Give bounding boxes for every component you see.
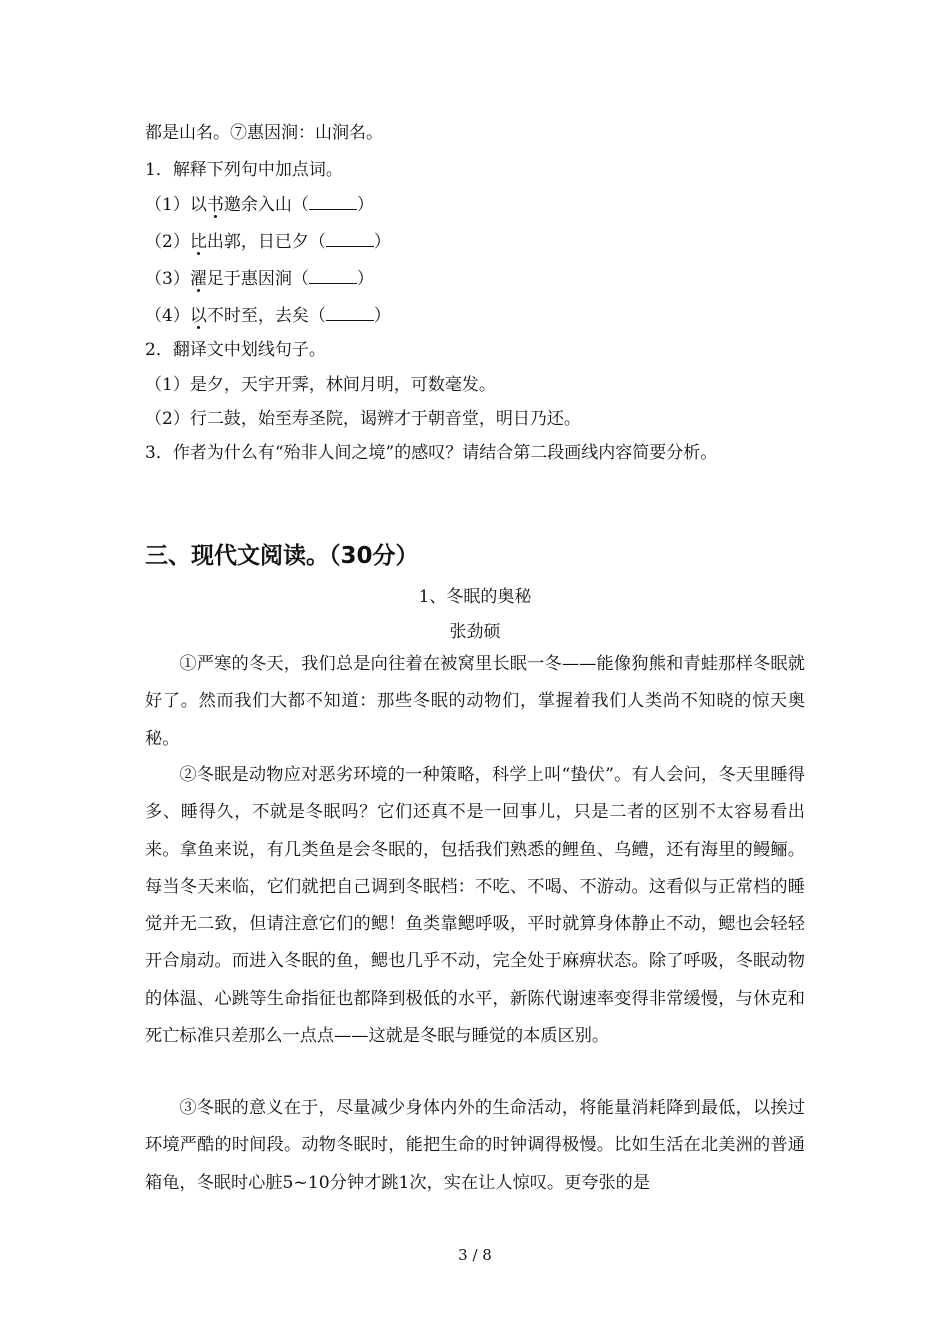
question-1-item <box>145 306 391 325</box>
item-end: ） <box>356 269 374 289</box>
item-text: 出郭，日已夕（ <box>206 232 326 252</box>
item-end: ） <box>373 232 391 252</box>
item-prefix: （2） <box>145 232 190 252</box>
article-paragraph-3: ③冬眠的意义在于，尽量减少身体内外的生命活动，将能量消耗降到最低，以挨过环境严酷的时间段。动物冬眠时，能把生命的时钟调得极慢。比如生活在北美洲的普通箱龟，冬眠时心脏5~10分钟才跳1次，实在让人惊叹。更夸张的是 <box>145 1098 805 1193</box>
article-paragraph-2: ②冬眠是动物应对恶劣环境的一种策略，科学上叫“蛰伏”。有人会问，冬天里睡得多、睡得久，不就是冬眠吗？它们还真不是一回事儿，只是二者的区别不太容易看出来。拿鱼来说，有几类鱼是会冬眠的，包括我们熟悉的鲤鱼、乌鳢，还有海里的鳗鲡。每当冬天来临，它们就把自己调到冬眠档：不吃、不喝、不游动。这看似与正常档的睡觉并无二致，但请注意它们的鳃！鱼类靠鳃呼吸，平时就算身体静止不动，鳃也会轻轻开合扇动。而进入冬眠的鱼，鳃也几乎不动，完全处于麻痹状态。除了呼吸，冬眠动物的体温、心跳等生命指征也都降到极低的水平，新陈代谢速率变得非常缓慢，与休克和死亡标准只差那么一点点——这就是冬眠与睡觉的本质区别。 <box>145 765 805 1047</box>
question-2-item: （1）是夕，天宇开霁，林间月明，可数毫发。 <box>145 375 496 395</box>
question-1-title: 1．解释下列句中加点词。 <box>145 160 343 180</box>
section-heading: 三、现代文阅读。（30分） <box>145 543 419 569</box>
dotted-word: 以 <box>189 306 207 326</box>
answer-blank[interactable] <box>309 269 357 284</box>
article-title: 1、冬眠的奥秘 <box>418 587 532 607</box>
item-text: 邀余入山（ <box>223 195 309 215</box>
question-1-item <box>145 269 374 288</box>
item-end: ） <box>373 306 391 326</box>
item-prefix: （3） <box>145 269 190 289</box>
item-text: 足于惠因涧（ <box>206 269 309 289</box>
question-2-item: （2）行二鼓，始至寿圣院，谒辨才于朝音堂，明日乃还。 <box>145 409 581 429</box>
dotted-word: 濯 <box>189 269 207 289</box>
question-2-title: 2．翻译文中划线句子。 <box>145 340 326 360</box>
item-text: 不时至，去矣（ <box>206 306 326 326</box>
page-number: 3 / 8 <box>458 1246 492 1264</box>
previous-note-line: 都是山名。⑦惠因涧：山涧名。 <box>145 123 383 143</box>
answer-blank[interactable] <box>326 306 374 321</box>
question-3: 3．作者为什么有“殆非人间之境”的感叹？请结合第二段画线内容简要分析。 <box>145 443 718 463</box>
dotted-word: 书 <box>206 195 224 215</box>
item-prefix: （1）以 <box>145 195 207 215</box>
question-1-item <box>145 232 391 251</box>
item-prefix: （4） <box>145 306 190 326</box>
article-author: 张劲硕 <box>449 622 501 642</box>
dotted-word: 比 <box>189 232 207 252</box>
question-1-item <box>145 195 374 214</box>
item-end: ） <box>356 195 374 215</box>
answer-blank[interactable] <box>326 232 374 247</box>
article-paragraph-1: ①严寒的冬天，我们总是向往着在被窝里长眠一冬——能像狗熊和青蛙那样冬眠就好了。然而我们大都不知道：那些冬眠的动物们，掌握着我们人类尚不知晓的惊天奥秘。 <box>145 654 805 749</box>
answer-blank[interactable] <box>309 195 357 210</box>
